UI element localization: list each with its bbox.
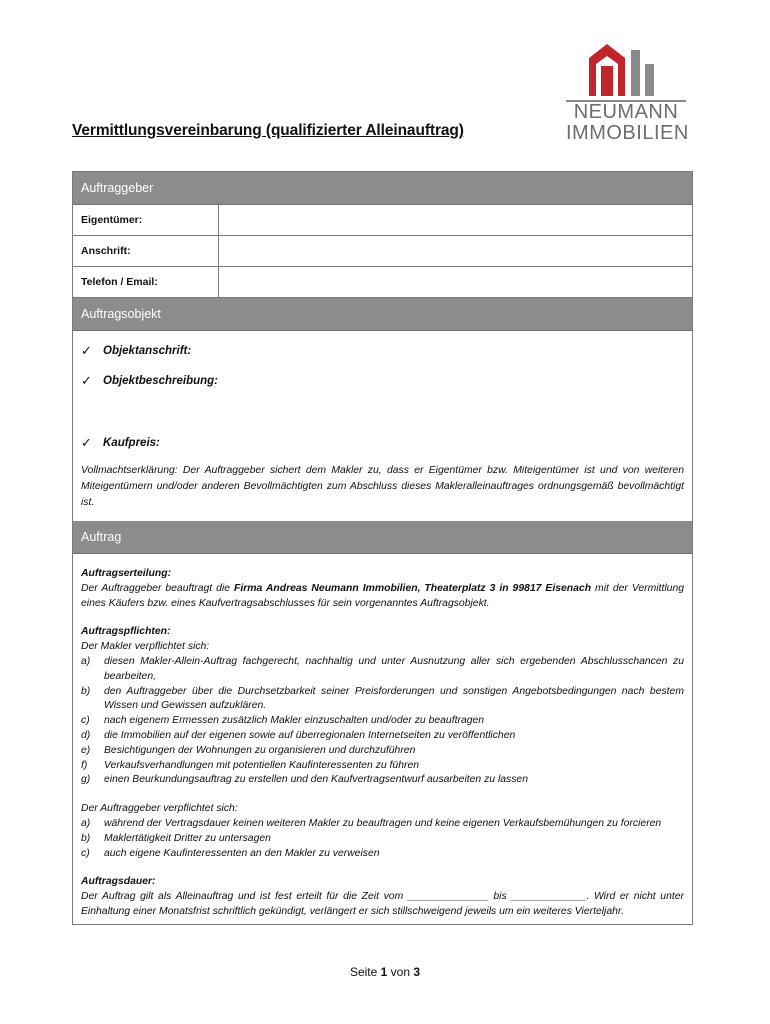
list-item (81, 685, 684, 715)
list-marker: c) (81, 847, 90, 859)
text-span: Der Auftraggeber beauftragt die (81, 582, 234, 594)
list-text: diesen Makler-Allein-Auftrag fachgerecht, nachhaltig und unter Ausnutzung aller sich ergebenden Abschlusschancen zu bearbeiten, (104, 655, 684, 682)
house-logo-icon (587, 44, 667, 96)
list-text: Verkaufsverhandlungen mit potentiellen Kaufinteressenten zu führen (104, 759, 420, 771)
checkmark-icon: ✓ (81, 373, 92, 388)
list-item (81, 759, 684, 774)
list-item (81, 773, 684, 788)
page-number: 1 (380, 965, 388, 979)
field-row-anschrift (73, 236, 692, 267)
list-marker: b) (81, 685, 91, 697)
list-marker: d) (81, 729, 91, 741)
list-marker: a) (81, 817, 91, 829)
auftragsobjekt-section (73, 331, 692, 521)
checklist-item-objektbeschreibung (81, 373, 684, 389)
list-text: einen Beurkundungsauftrag zu erstellen und den Kaufvertragsentwurf ausarbeiten zu lassen (104, 774, 528, 786)
auftragsdauer-block (81, 875, 684, 919)
list-item (81, 832, 684, 847)
list-text: den Auftraggeber über die Durchsetzbarkeit seiner Preisforderungen und sonstigen Angebotsbedingungen nach bestem Wissen und Gewissen aufzuklären. (104, 685, 684, 712)
section-header-auftraggeber: Auftraggeber (73, 172, 692, 205)
list-item (81, 744, 684, 759)
auftrag-section (73, 554, 692, 924)
checklist-item-kaufpreis (81, 435, 684, 451)
list-text: während der Vertragsdauer keinen weiteren Makler zu beauftragen und keine eigenen Verkaufsbemühungen zu forcieren (104, 817, 662, 829)
list-text: Maklertätigkeit Dritter zu untersagen (104, 832, 271, 844)
checklist-label: Kaufpreis: (103, 437, 160, 449)
list-item (81, 729, 684, 744)
text-span: mit der Vermittlung eines Käufers bzw. eines Kaufvertragsabschlusses für sein vorgenanntes Auftragsobjekt. (81, 582, 685, 609)
auftraggeber-intro: Der Auftraggeber verpflichtet sich: (81, 803, 238, 815)
list-item (81, 655, 684, 685)
subheading-auftragsdauer: Auftragsdauer: (81, 876, 156, 888)
list-item (81, 714, 684, 729)
list-item (81, 847, 684, 862)
page-total: 3 (413, 965, 421, 979)
list-marker: b) (81, 832, 91, 844)
subheading-auftragspflichten: Auftragspflichten: (81, 626, 171, 638)
field-label: Anschrift: (73, 236, 219, 266)
logo-text-line2: IMMOBILIEN (566, 122, 689, 144)
list-text: nach eigenem Ermessen zusätzlich Makler einzuschalten und/oder zu beauftragen (104, 715, 485, 727)
checkmark-icon: ✓ (81, 343, 92, 358)
list-marker: a) (81, 655, 91, 667)
section-header-auftrag: Auftrag (73, 521, 692, 554)
telefon-email-field[interactable] (219, 267, 692, 297)
makler-intro: Der Makler verpflichtet sich: (81, 641, 210, 653)
checklist-label: Objektbeschreibung: (103, 375, 219, 387)
section-header-auftragsobjekt: Auftragsobjekt (73, 298, 692, 331)
checklist-label: Objektanschrift: (103, 345, 192, 357)
list-item (81, 817, 684, 832)
auftragserteilung-text (81, 582, 684, 612)
checklist-item-objektanschrift (81, 343, 684, 359)
anschrift-field[interactable] (219, 236, 692, 266)
list-text: die Immobilien auf der eigenen sowie auf überregionalen Internetseiten zu veröffentlichen (104, 729, 516, 741)
logo-text-line1: NEUMANN (573, 101, 679, 123)
page-footer (0, 965, 770, 979)
vollmacht-text: Vollmachtserklärung: Der Auftraggeber sichert dem Makler zu, dass er Eigentümer bzw. Miteigentümer ist und von weiteren Miteigentümern und/oder anderen Bevollmächtigten zum Abschluss dieses Makleralleinauftrages ordnungsgemäß bevollmächtigt ist. (81, 465, 684, 508)
page-title: Vermittlungsvereinbarung (qualifizierter Alleinauftrag) (72, 122, 464, 139)
field-label: Eigentümer: (73, 205, 219, 235)
list-marker: g) (81, 774, 91, 786)
list-marker: e) (81, 744, 91, 756)
subheading-auftragserteilung: Auftragserteilung: (81, 568, 172, 579)
field-row-eigentuemer (73, 205, 692, 236)
list-marker: f) (81, 759, 88, 771)
company-name: Firma Andreas Neumann Immobilien, Theaterplatz 3 in 99817 Eisenach (233, 582, 592, 594)
checkmark-icon: ✓ (81, 435, 92, 450)
page-label: Seite (349, 965, 381, 979)
page-separator: von (387, 965, 414, 979)
list-marker: c) (81, 715, 90, 727)
contract-form (72, 171, 693, 925)
field-row-telefon-email (73, 267, 692, 298)
auftragspflichten-block (81, 625, 684, 788)
company-logo (566, 44, 688, 144)
auftraggeber-pflichten-block (81, 802, 684, 861)
auftragsdauer-text: Der Auftrag gilt als Alleinauftrag und ist fest erteilt für die Zeit vom ______________ bis _____________. Wird er nicht unter Einhaltung einer Monatsfrist schriftlich gekündigt, verlängert er sich stillschweigend jeweils um ein weiteres Vierteljahr. (81, 891, 684, 917)
field-label: Telefon / Email: (73, 267, 219, 297)
list-text: auch eigene Kaufinteressenten an den Makler zu verweisen (104, 847, 380, 859)
list-text: Besichtigungen der Wohnungen zu organisieren und durchzuführen (104, 744, 416, 756)
eigentuemer-field[interactable] (219, 205, 692, 235)
auftragserteilung-block (81, 567, 684, 611)
